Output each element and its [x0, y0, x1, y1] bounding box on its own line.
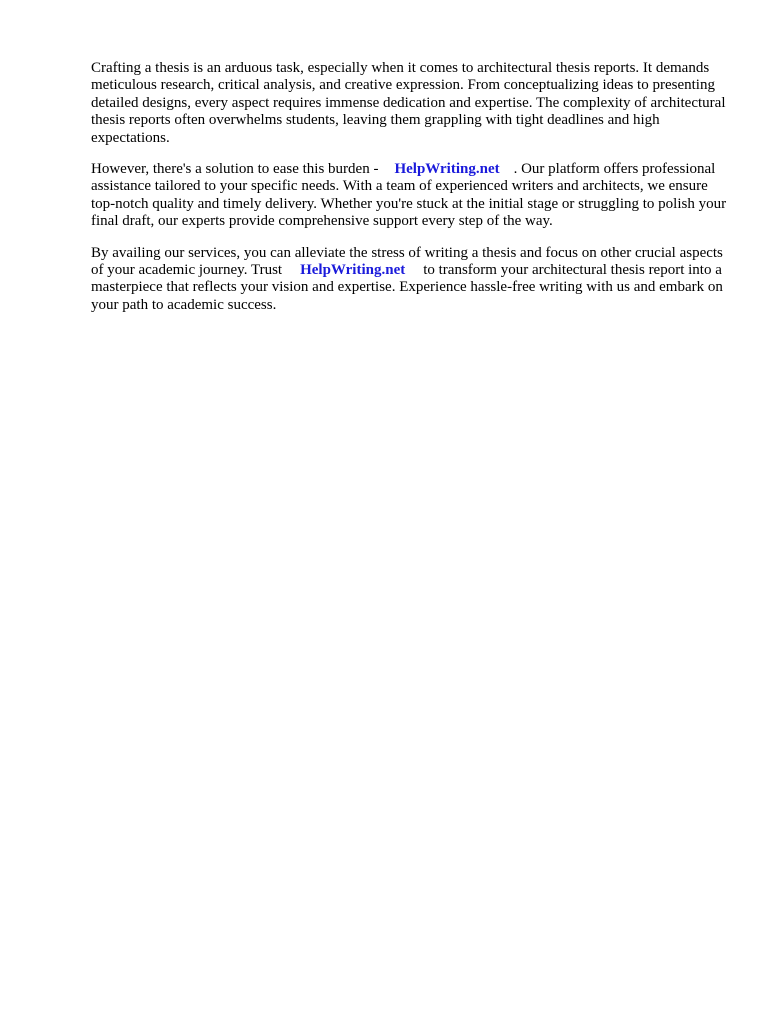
- paragraph-conclusion-text-after: to transform your architectural thesis report into a masterpiece that reflects your vision and expertise. Experience hassle-free writing with us and embark on your path to academic success.: [91, 262, 723, 313]
- document-body: [91, 60, 731, 328]
- paragraph-solution-text-after: . Our platform offers professional assistance tailored to your specific needs. With a team of experienced writers and architects, we ensure top-notch quality and timely delivery. Whether you're stuck at the initial stage or struggling to polish your final draft, our experts provide comprehensive support every step of the way.: [91, 161, 727, 230]
- paragraph-intro: Crafting a thesis is an arduous task, especially when it comes to architectural thesis reports. It demands meticulous research, critical analysis, and creative expression. From conceptualizing ideas to presenting detailed designs, every aspect requires immense dedication and expertise. The complexity of architectural thesis reports often overwhelms students, leaving them grappling with tight deadlines and high expectations.: [91, 60, 726, 146]
- helpwriting-link-trust[interactable]: HelpWriting.net: [300, 262, 406, 279]
- helpwriting-link[interactable]: HelpWriting.net: [394, 161, 500, 178]
- paragraph-conclusion-text-before: By availing our services, you can alleviate the stress of writing a thesis and focus on other crucial aspects of your academic journey. Trust: [91, 244, 723, 279]
- paragraph-solution: [91, 161, 731, 231]
- paragraph-solution-text-before: However, there's a solution to ease this burden -: [91, 161, 379, 178]
- paragraph-conclusion: [91, 245, 731, 315]
